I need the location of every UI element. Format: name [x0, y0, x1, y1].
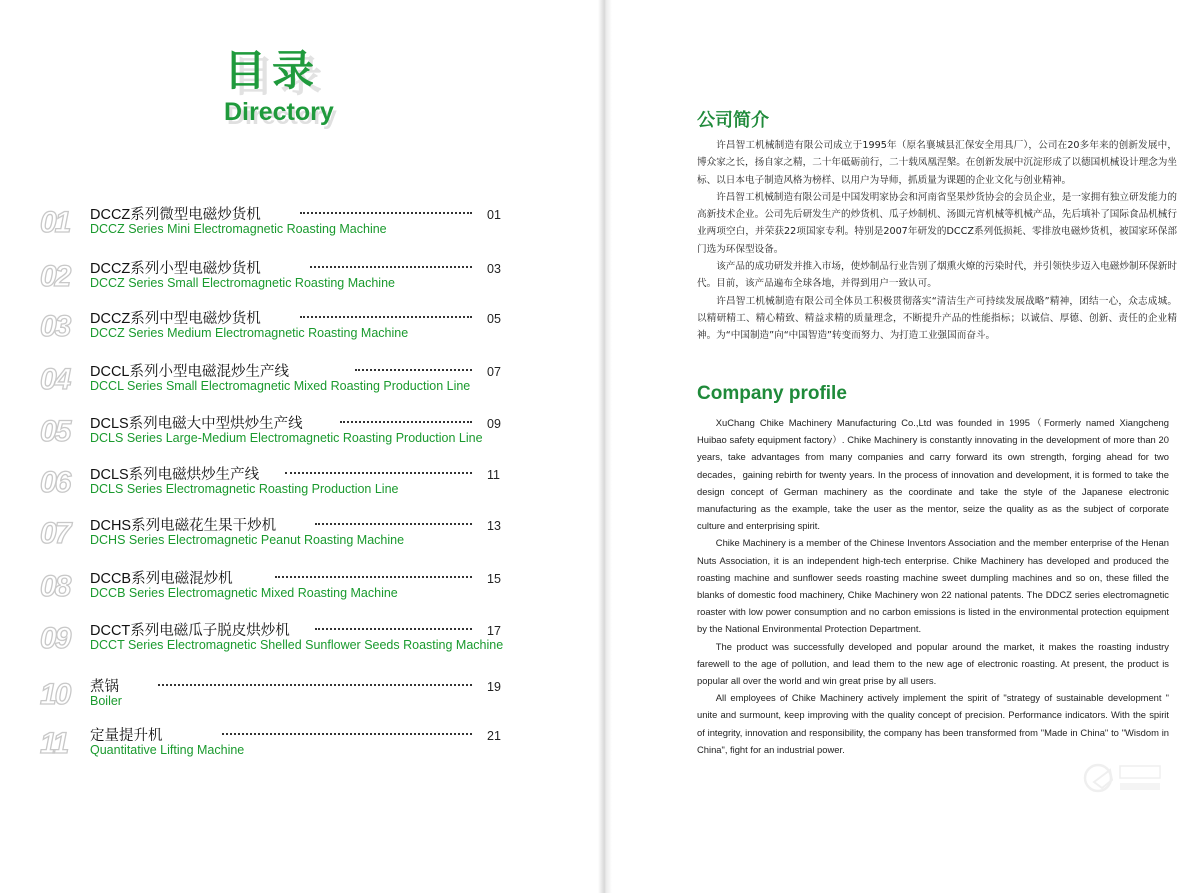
toc-item[interactable]	[36, 310, 516, 356]
toc-item[interactable]	[36, 622, 516, 668]
toc-item-title-en: DCCB Series Electromagnetic Mixed Roasting Machine	[90, 586, 398, 600]
toc-item-number: 06	[40, 466, 70, 499]
toc-item-page: 07	[487, 365, 501, 379]
dotted-leader	[300, 208, 472, 214]
toc-item-title-cn: DCCT系列电磁瓜子脱皮烘炒机	[90, 619, 296, 640]
toc-item-page: 01	[487, 208, 501, 222]
toc-item[interactable]	[36, 678, 516, 724]
toc-item-title-cn: DCCZ系列中型电磁炒货机	[90, 307, 267, 328]
dotted-leader	[340, 417, 472, 423]
toc-item-title-cn: 定量提升机	[90, 724, 169, 745]
toc-item-title-cn: DCCB系列电磁混炒机	[90, 567, 239, 588]
dotted-leader	[275, 572, 472, 578]
toc-item-page: 17	[487, 624, 501, 638]
toc-item-page: 15	[487, 572, 501, 586]
paragraph: 许昌智工机械制造有限公司全体员工积极贯彻落实“清洁生产可持续发展战略”精神，团结一心，众志成城。以精研精工、精心精致、精益求精的质量理念，不断提升产品的性能指标；以诚信、厚德、创新、责任的企业精神。为“中国制造”向“中国智造”转变而努力、为打造工业强国而奋斗。	[697, 295, 1177, 342]
dotted-leader	[300, 312, 472, 318]
toc-item-title-cn: DCCZ系列小型电磁炒货机	[90, 257, 267, 278]
dotted-leader	[310, 262, 472, 268]
paragraph: 许昌智工机械制造有限公司是中国发明家协会和河南省坚果炒货协会的会员企业，是一家拥有独立研发能力的高新技术企业。公司先后研发生产的炒货机、瓜子炒制机、汤圆元宵机械等机械产品，先后填补了国际食品机械行业两项空白，并荣获22项国家专利。特别是2007年研发的DCCZ系列低损耗、零排放电磁炒货机，被国家环保部门选为环保型设备。	[697, 191, 1177, 255]
toc-item[interactable]	[36, 260, 516, 306]
title-en: Directory	[224, 98, 334, 126]
title-cn: 目录	[224, 46, 321, 95]
toc-item-title-en: DCHS Series Electromagnetic Peanut Roasting Machine	[90, 533, 405, 547]
toc-item-page: 19	[487, 680, 501, 694]
toc-item[interactable]	[36, 570, 516, 616]
toc-item-title-cn: 煮锅	[90, 675, 125, 696]
toc-item[interactable]	[36, 466, 516, 512]
toc-item[interactable]	[36, 727, 516, 773]
toc-item-number: 04	[40, 363, 70, 396]
paragraph: XuChang Chike Machinery Manufacturing Co.,Ltd was founded in 1995（Formerly named Xiangcheng Huibao safety equipment factory）. Chike Machinery is constantly innovating in the development of more than 20 years, take advantages from many companies and carry forward its own strength, forging ahead for two decades，gaining rebirth for twenty years. In the process of innovation and development, it is formed to take the design concept of German machinery as the coordinate and take the style of the Japanese electronic manufacturing as the example, take the user as the mentor, seize the quality as as the subject of corporate culture and enterprising spirit.	[697, 417, 1169, 532]
chike-logo-watermark	[1082, 760, 1164, 796]
toc-item-title-en: DCCZ Series Small Electromagnetic Roasting Machine	[90, 276, 395, 290]
dotted-leader	[285, 468, 472, 474]
toc-item-page: 03	[487, 262, 501, 276]
toc-item[interactable]	[36, 415, 516, 461]
company-intro-body-cn	[697, 137, 1177, 345]
company-profile-body-en	[697, 414, 1169, 758]
paragraph: 该产品的成功研发并推入市场，使炒制品行业告别了烟熏火燎的污染时代，并引领快步迈入电磁炒制环保新时代。目前，该产品遍布全球各地，并得到用户一致认可。	[697, 261, 1177, 290]
company-intro-heading-cn: 公司简介	[697, 110, 769, 131]
toc-item-number: 02	[40, 260, 70, 293]
toc-item-number: 05	[40, 415, 70, 448]
dotted-leader	[315, 519, 472, 525]
toc-item-title-en: Boiler	[90, 694, 122, 708]
toc-item-title-en: DCLS Series Electromagnetic Roasting Production Line	[90, 482, 399, 496]
toc-item-title-en: DCCZ Series Mini Electromagnetic Roasting Machine	[90, 222, 387, 236]
toc-item-title-en: DCLS Series Large-Medium Electromagnetic Roasting Production Line	[90, 431, 483, 445]
toc-item-number: 03	[40, 310, 70, 343]
toc-item-page: 13	[487, 519, 501, 533]
toc-item[interactable]	[36, 517, 516, 563]
toc-item-number: 08	[40, 570, 70, 603]
toc-item-page: 09	[487, 417, 501, 431]
toc-item-title-cn: DCHS系列电磁花生果干炒机	[90, 514, 282, 535]
toc-item-title-en: DCCT Series Electromagnetic Shelled Sunflower Seeds Roasting Machine	[90, 638, 504, 652]
toc-item[interactable]	[36, 206, 516, 252]
toc-item-title-cn: DCLS系列电磁大中型烘炒生产线	[90, 412, 309, 433]
toc-item-title-en: Quantitative Lifting Machine	[90, 743, 245, 757]
directory-title	[222, 42, 382, 132]
toc-item-title-cn: DCCZ系列微型电磁炒货机	[90, 203, 267, 224]
paragraph: The product was successfully developed and popular around the market, it makes the roasting industry farewell to the age of pollution, and lead them to the new age of electronic roasting. At present, the product is popular all over the world and win great prise by all users.	[697, 640, 1169, 687]
toc-item-title-en: DCCL Series Small Electromagnetic Mixed Roasting Production Line	[90, 379, 471, 393]
toc-item-number: 10	[40, 678, 70, 711]
page-gutter	[598, 0, 612, 893]
dotted-leader	[158, 680, 472, 686]
paragraph: Chike Machinery is a member of the Chinese Inventors Association and the member enterprise of the Henan Nuts Association, it is an independent high-tech enterprise. Chike Machinery has developed and produced the roasting machine and sunflower seeds roasting machine sweet dumpling machines and so on, these filled the blanks of domestic food machinery, Chike Machinery won 22 national patents. The DDCZ series electromagnetic roaster with low power consumption and no carbon emissions is listed in the environmental protection equipment by the National Environmental Protection Department.	[697, 537, 1169, 635]
toc-item-title-cn: DCLS系列电磁烘炒生产线	[90, 463, 265, 484]
toc-item-number: 07	[40, 517, 70, 550]
toc-item-title-cn: DCCL系列小型电磁混炒生产线	[90, 360, 295, 381]
dotted-leader	[222, 729, 472, 735]
toc-item-number: 09	[40, 622, 70, 655]
company-profile-heading-en: Company profile	[697, 383, 847, 404]
toc-item-number: 01	[40, 206, 70, 239]
toc-item-title-en: DCCZ Series Medium Electromagnetic Roasting Machine	[90, 326, 409, 340]
toc-item-number: 11	[40, 727, 68, 760]
dotted-leader	[315, 624, 472, 630]
toc-item[interactable]	[36, 363, 516, 409]
toc-item-page: 05	[487, 312, 501, 326]
paragraph: All employees of Chike Machinery actively implement the spirit of "strategy of sustainable development " unite and surmount, keep improving with the quality concept of precision. Performance indicators. With the spirit of integrity, innovation and responsibility, the company has been transformed from "Made in China" to "Wisdom in China", fight for an industrial power.	[697, 692, 1169, 755]
dotted-leader	[355, 365, 472, 371]
paragraph: 许昌智工机械制造有限公司成立于1995年（原名襄城县汇保安全用具厂），公司在20多年来的创新发展中，博众家之长，扬自家之精，二十年砥砺前行，二十载凤凰涅槃。在创新发展中沉淀形成了以德国机械设计理念为坐标、以日本电子制造风格为榜样、以用户为导师，抓质量为课题的企业文化与创业精神。	[697, 140, 1177, 186]
toc-item-page: 21	[487, 729, 501, 743]
toc-item-page: 11	[487, 468, 500, 482]
